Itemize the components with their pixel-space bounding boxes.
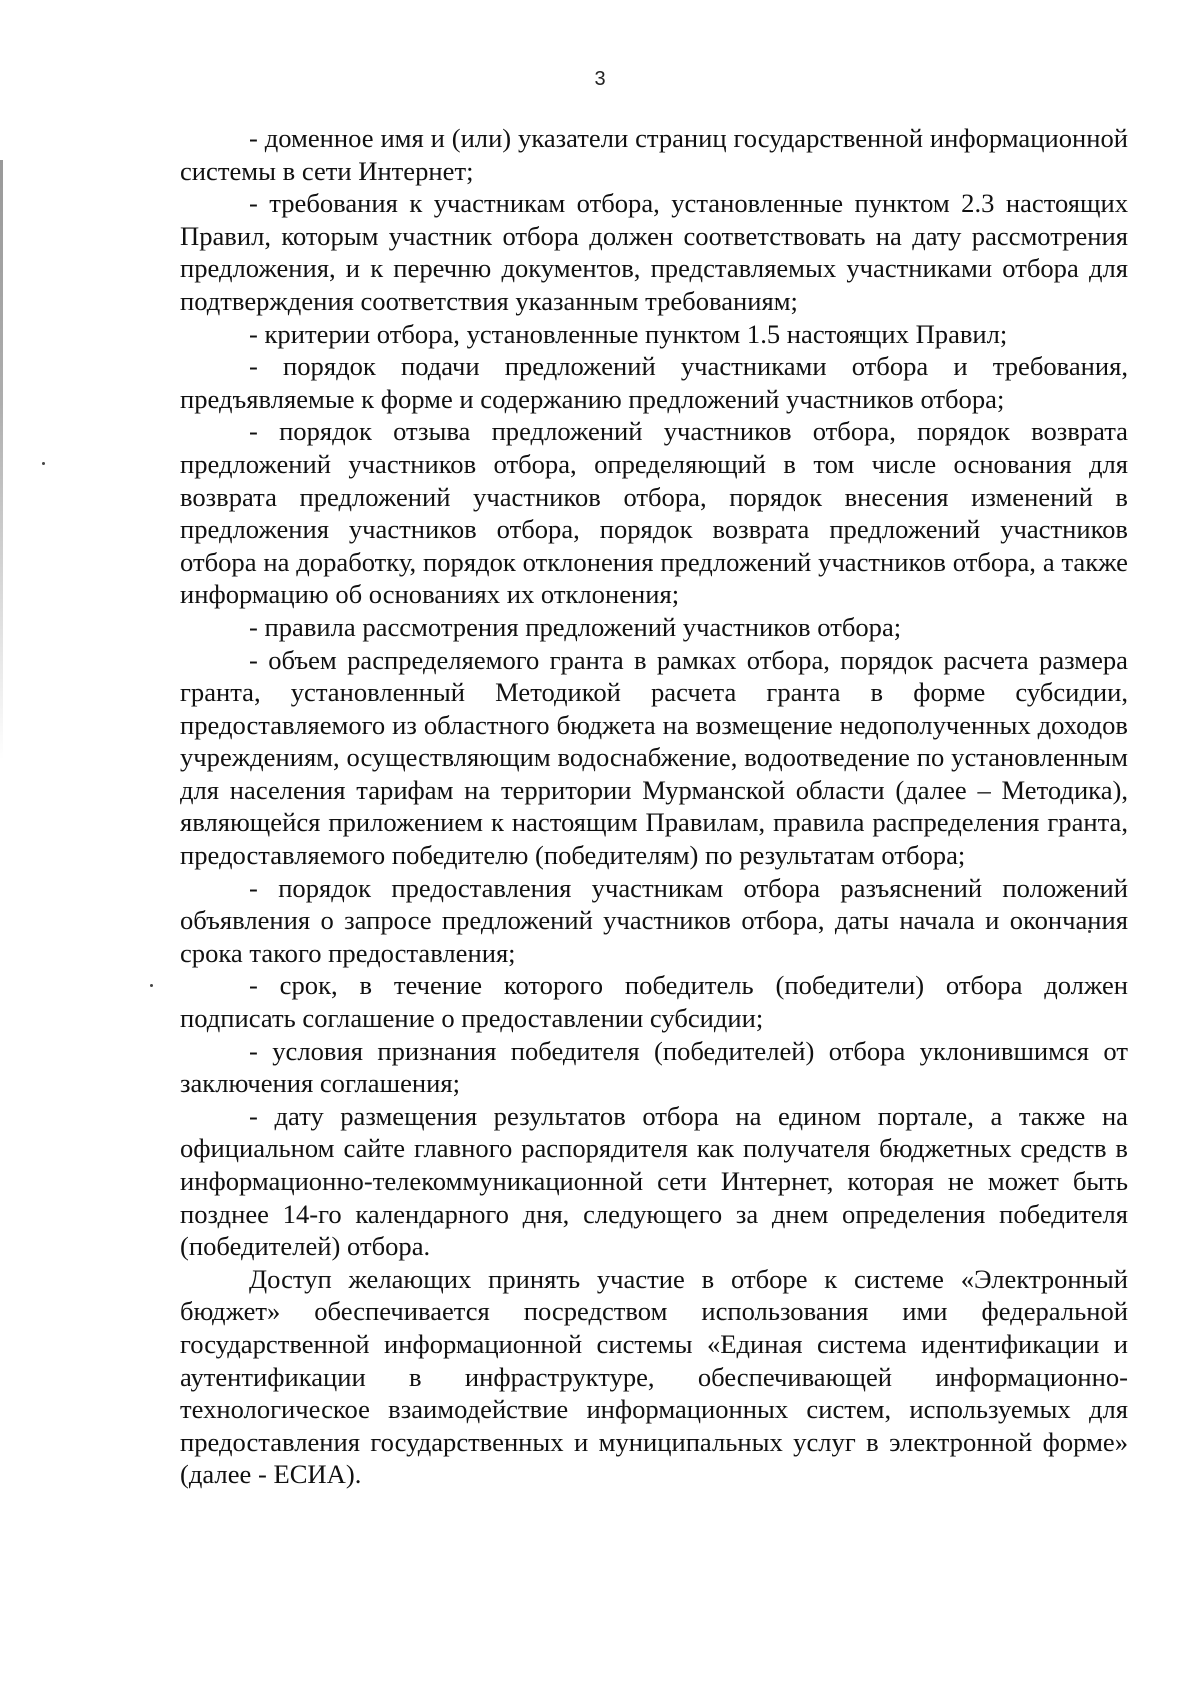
paragraph: - правила рассмотрения предложений участников отбора; <box>249 611 902 642</box>
paragraph: - условия признания победителя (победителей) отбора уклонившимся от заключения соглашения; <box>180 1035 1128 1099</box>
paragraph: - порядок предоставления участникам отбора разъяснений положений объявления о запросе предложений участников отбора, даты начала и окончания срока такого предоставления; <box>180 872 1128 968</box>
scan-edge-shadow <box>0 160 3 760</box>
paragraph: - доменное имя и (или) указатели страниц государственной информационной системы в сети Интернет; <box>180 123 1128 186</box>
document-body <box>180 122 1128 1491</box>
paragraph: Доступ желающих принять участие в отборе к системе «Электронный бюджет» обеспечивается посредством использования ими федеральной государственной информационной системы «Единая система идентификации и аутентификации в инфраструктуре, обеспечивающей информационно-технологическое взаимодействие информационных систем, используемых для предоставления государственных и муниципальных услуг в электронной форме» (далее - ЕСИА). <box>180 1263 1128 1490</box>
scan-speck <box>150 984 153 987</box>
paragraph: - срок, в течение которого победитель (победители) отбора должен подписать соглашение о предоставлении субсидии; <box>180 970 1128 1034</box>
paragraph: - порядок отзыва предложений участников отбора, порядок возврата предложений участников отбора, определяющий в том числе основания для возврата предложений участников отбора, порядок внесения изменений в предложения участников отбора, порядок возврата предложений участников отбора на доработку, порядок отклонения предложений участников отбора, а также информацию об основаниях их отклонения; <box>180 416 1128 610</box>
page-number: 3 <box>594 68 606 90</box>
paragraph: - дату размещения результатов отбора на едином портале, а также на официальном сайте главного распорядителя как получателя бюджетных средств в информационно-телекоммуникационной сети Интернет, которая не может быть позднее 14-го календарного дня, следующего за днем определения победителя (победителей) отбора. <box>180 1100 1128 1262</box>
paragraph: - объем распределяемого гранта в рамках отбора, порядок расчета размера гранта, установленный Методикой расчета гранта в форме субсидии, предоставляемого из областного бюджета на возмещение недополученных доходов учреждениям, осуществляющим водоснабжение, водоотведение по установленным для населения тарифам на территории Мурманской области (далее – Методика), являющейся приложением к настоящим Правилам, правила распределения гранта, предоставляемого победителю (победителям) по результатам отбора; <box>180 644 1128 871</box>
scan-speck <box>42 462 45 465</box>
paragraph: - порядок подачи предложений участниками отбора и требования, предъявляемые к форме и содержанию предложений участников отбора; <box>180 351 1128 414</box>
paragraph: - требования к участникам отбора, установленные пунктом 2.3 настоящих Правил, которым участник отбора должен соответствовать на дату рассмотрения предложения, и к перечню документов, представляемых участниками отбора для подтверждения соответствия указанным требованиям; <box>180 188 1128 316</box>
paragraph: - критерии отбора, установленные пунктом 1.5 настоящих Правил; <box>249 318 1008 349</box>
